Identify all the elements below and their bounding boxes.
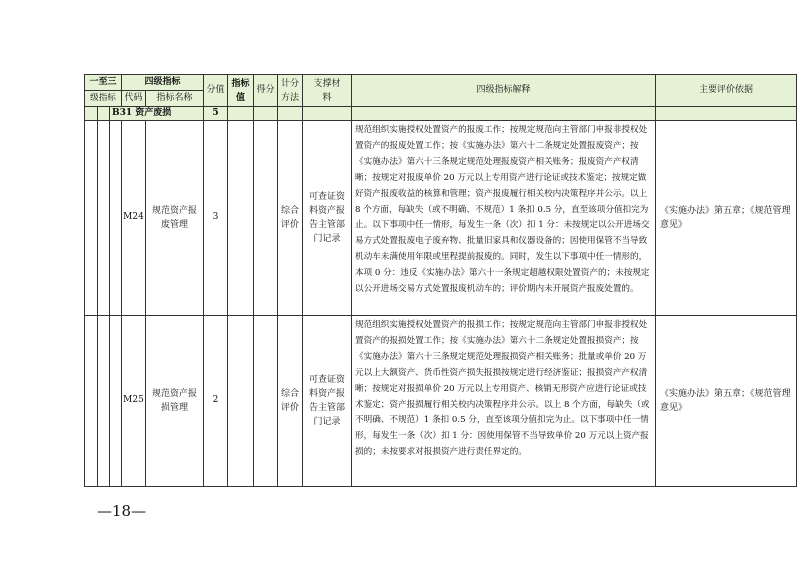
header-support: 支撑材料: [303, 75, 352, 107]
header-level1-3: 一至三: [85, 75, 122, 91]
header-level4: 四级指标: [122, 75, 204, 91]
section-empty-cell: [85, 107, 98, 121]
indicator-name: 规范资产报损管理: [146, 316, 204, 487]
support-materials: 可查证资料资产报告主管部门记录: [303, 121, 352, 316]
header-method: 计分方法: [278, 75, 303, 107]
scoring-method: 综合评价: [278, 121, 303, 316]
level-cell: [110, 121, 122, 316]
indicator-code: M25: [122, 316, 146, 487]
indicator-score: 3: [204, 121, 228, 316]
table-row: [85, 316, 797, 487]
level-cell: [85, 121, 98, 316]
indicator-name: 规范资产报废管理: [146, 121, 204, 316]
level-cell: [98, 121, 110, 316]
evaluation-basis: 《实施办法》第五章；《规范管理意见》: [656, 316, 797, 487]
section-title: B31 资产废损: [110, 107, 204, 121]
level-cell: [85, 316, 98, 487]
indicator-score: 2: [204, 316, 228, 487]
level-cell: [110, 316, 122, 487]
level-cell: [98, 316, 110, 487]
indicator-gained: [254, 121, 278, 316]
header-indicator-name: 指标名称: [146, 91, 204, 107]
indicator-explanation: 规范组织实施授权处置资产的报损工作；按规定规范向主管部门申报非授权处置资产的报损处置工作；按《实施办法》第六十二条规定处置报损资产；按《实施办法》第六十三条规定规范处理报损资产相关账务；批量或单价 20 万元以上大额资产、货币性资产损失报损按规定进行经济鉴证；报损资产产权清晰；按规定对报损单价 20 万元以上专用资产、核销无形资产应进行论证或技术鉴定；资产报损履行相关校内决策程序并公示。以上 8 个方面，每缺失（或不明确、不规范）1 条扣 0.5 分，直至该项分值扣完为止。以下事项中任一情形，每发生一条（次）扣 1 分：因使用保管不当导致单价 20 万元以上资产报损的；未按要求对报损资产进行责任界定的。: [352, 316, 656, 487]
page-number: —18—: [97, 502, 147, 520]
indicator-gained: [254, 316, 278, 487]
indicator-code: M24: [122, 121, 146, 316]
section-score: 5: [204, 107, 228, 121]
section-empty-cell: [303, 107, 352, 121]
header-row-1: [85, 75, 797, 91]
support-materials: 可查证资料资产报告主管部门记录: [303, 316, 352, 487]
section-empty-cell: [254, 107, 278, 121]
scoring-method: 综合评价: [278, 316, 303, 487]
header-explanation: 四级指标解释: [352, 75, 656, 107]
evaluation-table: [84, 74, 797, 487]
section-empty-cell: [352, 107, 656, 121]
evaluation-basis: 《实施办法》第五章；《规范管理意见》: [656, 121, 797, 316]
section-empty-cell: [228, 107, 254, 121]
section-empty-cell: [98, 107, 110, 121]
header-score: 分值: [204, 75, 228, 107]
header-gained: 得分: [254, 75, 278, 107]
indicator-explanation: 规范组织实施授权处置资产的报废工作；按规定规范向主管部门申报非授权处置资产的报废处置工作；按《实施办法》第六十二条规定处置报废资产；按《实施办法》第六十三条规定规范处理报废资产相关账务；报废资产产权清晰；按规定对报废单价 20 万元以上专用资产进行论证或技术鉴定；按规定做好资产报废收益的核算和管理；资产报废履行相关校内决策程序并公示。以上 8 个方面，每缺失（或不明确、不规范）1 条扣 0.5 分，直至该项分值扣完为止。以下事项中任一情形，每发生一条（次）扣 1 分：未按规定以公开进场交易方式处置报废电子废弃物、批量旧家具和仪器设备的；因使用保管不当导致机动车未满使用年限或里程提前报废的。同时，发生以下事项中任一情形的，本项 0 分：违反《实施办法》第六十一条规定超越权限处置资产的；未按规定以公开进场交易方式处置报废机动车的；评价期内未开展资产报废处置的。: [352, 121, 656, 316]
header-basis: 主要评价依据: [656, 75, 797, 107]
header-code: 代码: [122, 91, 146, 107]
section-empty-cell: [656, 107, 797, 121]
indicator-value: [228, 316, 254, 487]
section-empty-cell: [278, 107, 303, 121]
section-row: [85, 107, 797, 121]
header-level-indicator: 级指标: [85, 91, 122, 107]
table-row: [85, 121, 797, 316]
header-indicator-value: 指标值: [228, 75, 254, 107]
indicator-value: [228, 121, 254, 316]
